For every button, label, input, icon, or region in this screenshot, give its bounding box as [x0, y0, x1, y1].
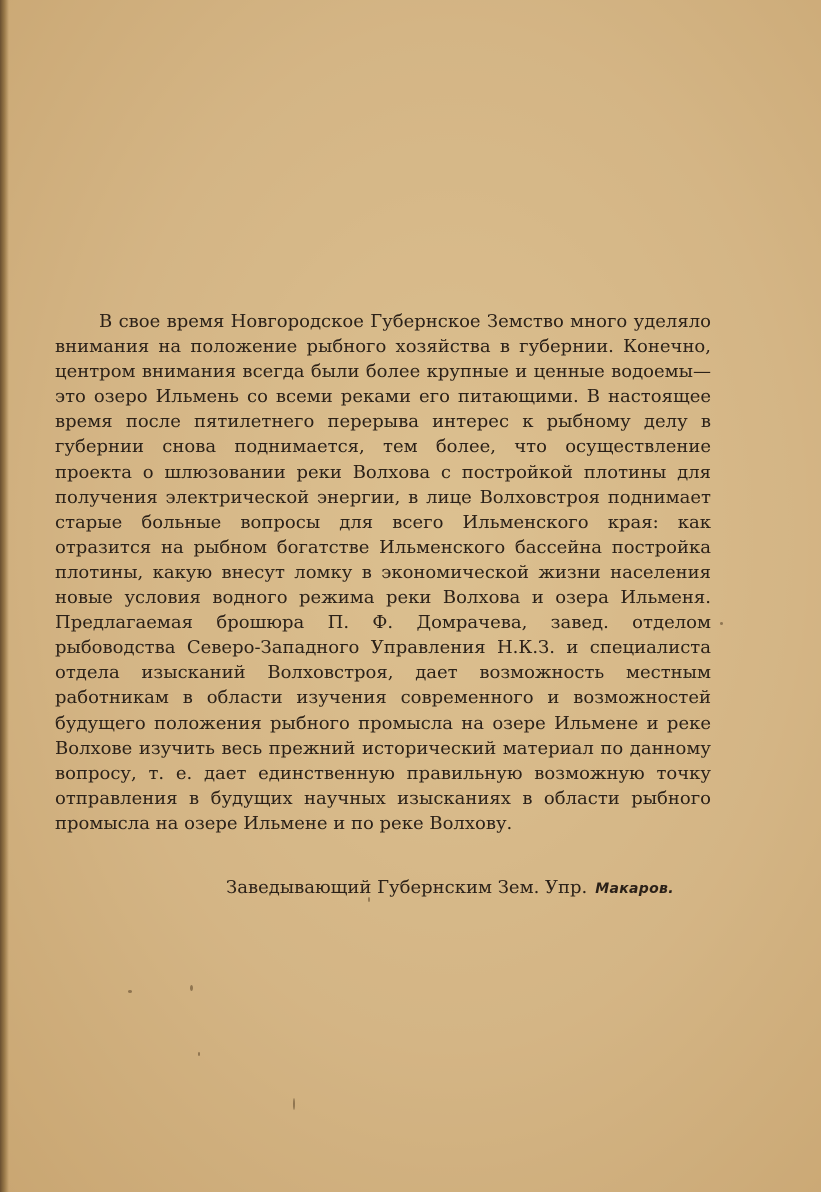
main-text-block: [55, 309, 711, 836]
body-paragraph: В свое время Новгородское Губернское Земство много уделяло внимания на положение рыбного хозяйства в губернии. Конечно, центром внимания всегда были более крупные и ценные водоемы— это озеро Ильмень со всеми реками его питающими. В настоящее время после пятилетнего перерыва интерес к рыбному делу в губернии снова поднимается, тем более, что осуществление проекта о шлюзовании реки Волхова с постройкой плотины для получения электрической энергии, в лице Волховстроя поднимает старые больные вопросы для всего Ильменского края: как отразится на рыбном богатстве Ильменского бассейна постройка плотины, какую внесут ломку в экономической жизни населения новые условия водного режима реки Волхова и озера Ильменя. Предлагаемая брошюра П. Ф. Домрачева, завед. отделом рыбоводства Северо-Западного Управления Н.К.З. и специалиста отдела изысканий Волховстроя, дает возможность местным работникам в области изучения современного и возможностей будущего положения рыбного промысла на озере Ильмене и реке Волхове изучить весь прежний исторический материал по данному вопросу, т. е. дает единственную правильную возможную точку отправления в будущих научных изысканиях в области рыбного промысла на озере Ильмене и по реке Волхову.: [55, 311, 711, 834]
paper-speck: [128, 990, 132, 993]
paper-speck: [198, 1052, 200, 1056]
signature-name: Макаров.: [595, 881, 674, 897]
paper-speck: [720, 622, 723, 625]
signature-title: Заведывающий Губернским Зем. Упр.: [226, 877, 588, 898]
paper-speck: [190, 985, 193, 991]
paper-speck: [293, 1098, 295, 1110]
page-binding-edge: [0, 0, 9, 1192]
signature-line: [226, 875, 706, 902]
